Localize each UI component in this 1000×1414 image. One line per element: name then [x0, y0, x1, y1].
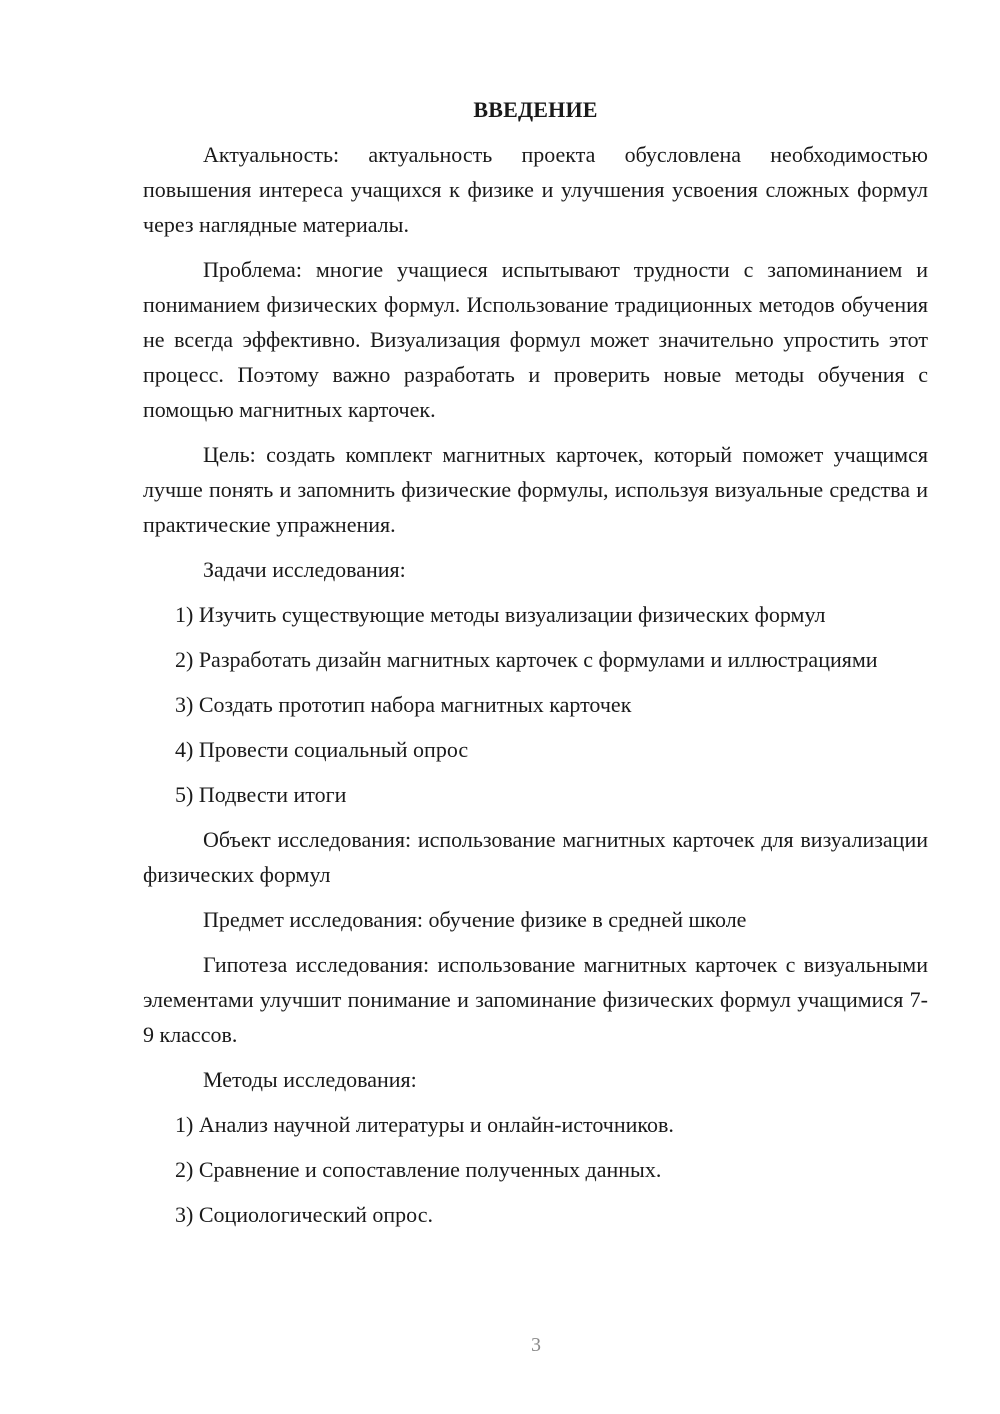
tasks-heading: Задачи исследования:	[203, 557, 406, 582]
method-item: 2) Сравнение и сопоставление полученных данных.	[175, 1157, 662, 1182]
task-item: 2) Разработать дизайн магнитных карточек с формулами и иллюстрациями	[175, 647, 878, 672]
hypothesis-paragraph: Гипотеза исследования: использование магнитных карточек с визуальными элементами улучшит понимание и запоминание физических формул учащимися 7-9 классов.	[143, 952, 928, 1047]
task-item: 5) Подвести итоги	[175, 782, 347, 807]
task-item: 3) Создать прототип набора магнитных карточек	[175, 692, 632, 717]
page-number: 3	[531, 1334, 541, 1356]
object-paragraph: Объект исследования: использование магнитных карточек для визуализации физических формул	[143, 827, 928, 887]
task-item: 4) Провести социальный опрос	[175, 737, 469, 762]
method-item: 1) Анализ научной литературы и онлайн-источников.	[175, 1112, 674, 1137]
method-item: 3) Социологический опрос.	[175, 1202, 433, 1227]
methods-heading: Методы исследования:	[203, 1067, 417, 1092]
task-item: 1) Изучить существующие методы визуализации физических формул	[175, 602, 826, 627]
document-page	[143, 95, 928, 1242]
goal-paragraph: Цель: создать комплект магнитных карточек, который поможет учащимся лучше понять и запомнить физические формулы, используя визуальные средства и практические упражнения.	[143, 442, 928, 537]
section-title: ВВЕДЕНИЕ	[473, 97, 598, 122]
subject-paragraph: Предмет исследования: обучение физике в средней школе	[203, 907, 747, 932]
relevance-paragraph: Актуальность: актуальность проекта обусловлена необходимостью повышения интереса учащихся к физике и улучшения усвоения сложных формул через наглядные материалы.	[143, 142, 928, 237]
problem-paragraph: Проблема: многие учащиеся испытывают трудности с запоминанием и пониманием физических формул. Использование традиционных методов обучения не всегда эффективно. Визуализация формул может значительно упростить этот процесс. Поэтому важно разработать и проверить новые методы обучения с помощью магнитных карточек.	[143, 257, 928, 422]
